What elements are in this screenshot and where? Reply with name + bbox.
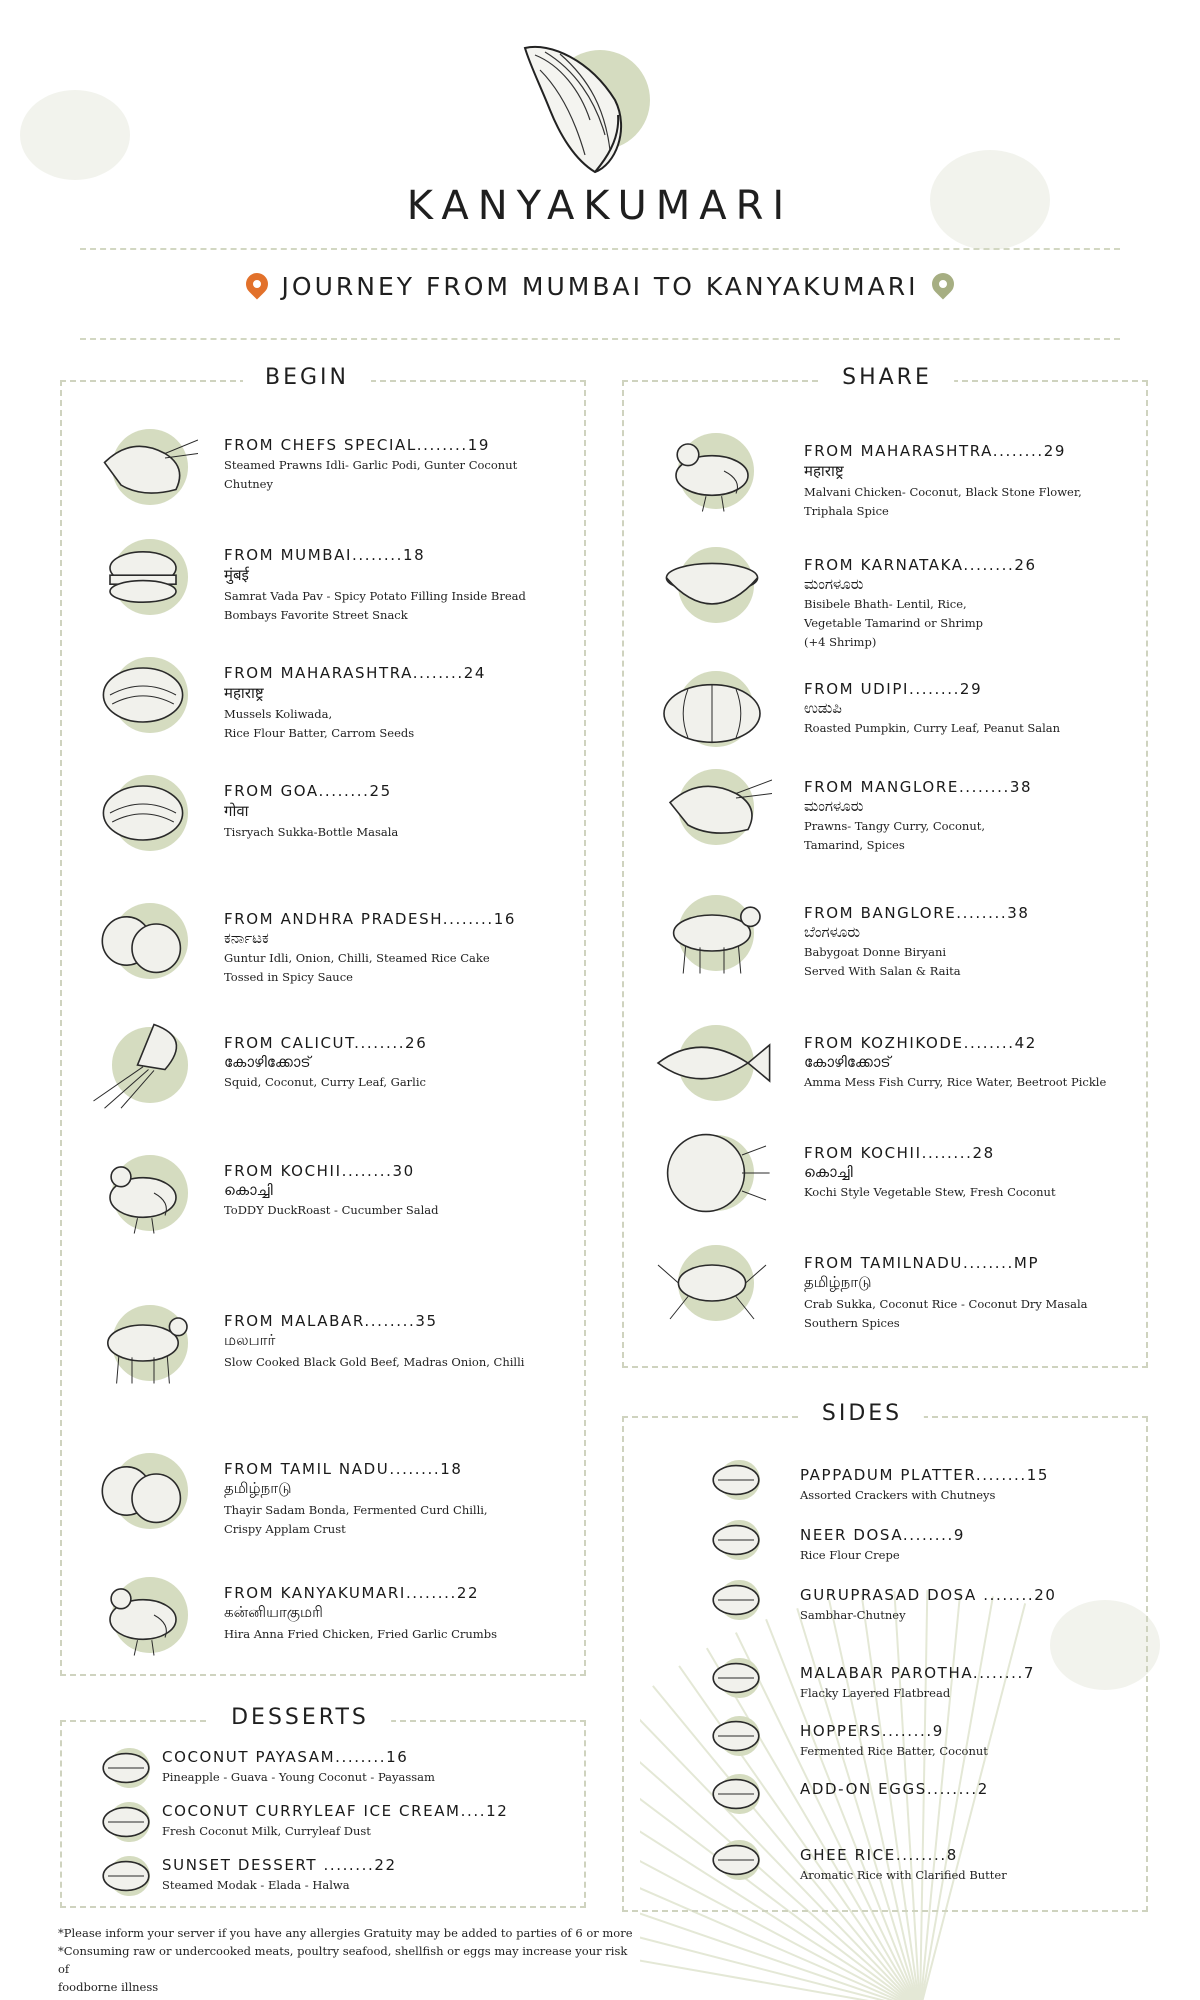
item-native-script: കൊച്ചി [224,1181,273,1199]
item-native-script: தமிழ்நாடு [804,1273,872,1291]
journey-text: JOURNEY FROM MUMBAI TO KANYAKUMARI [281,272,919,301]
section-title-begin: BEGIN [243,365,371,390]
duck-icon [88,1148,198,1238]
item-description: Triphala Spice [804,504,889,518]
curryleaf-icon [96,1798,156,1846]
item-title: FROM ANDHRA PRADESH........16 [224,910,517,928]
item-title: GHEE RICE........8 [800,1846,958,1864]
item-description: Steamed Prawns Idli- Garlic Podi, Gunter Coconut [224,458,518,472]
modak-icon [96,1852,156,1900]
brand-title: KANYAKUMARI [406,183,794,229]
payasam-icon [96,1744,156,1792]
footer-line: *Consuming raw or undercooked meats, poultry seafood, shellfish or eggs may increase your risk of [58,1944,628,1976]
item-description: Pineapple - Guava - Young Coconut - Payassam [162,1770,435,1784]
item-title: SUNSET DESSERT ........22 [162,1856,397,1874]
item-native-script: കൊച്ചി [804,1163,853,1181]
item-title: FROM CHEFS SPECIAL........19 [224,436,491,454]
item-native-script: ಉಡುಪಿ [804,699,842,717]
crab-icon [652,1238,772,1328]
dosa-icon [706,1576,766,1624]
chicken-icon [652,426,772,516]
item-title: HOPPERS........9 [800,1722,944,1740]
item-description: Thayir Sadam Bonda, Fermented Curd Chilli, [224,1503,488,1517]
eggs-icon [706,1770,766,1818]
rice-bowl-icon [652,540,772,630]
item-title: GURUPRASAD DOSA ........20 [800,1586,1057,1604]
item-description: (+4 Shrimp) [804,635,877,649]
goat-icon [652,888,772,978]
item-description: Southern Spices [804,1316,900,1330]
item-native-script: महाराष्ट्र [804,462,844,480]
item-native-script: ಮಂಗಳೂರು [804,575,864,593]
item-description: ToDDY DuckRoast - Cucumber Salad [224,1203,439,1217]
item-description: Prawns- Tangy Curry, Coconut, [804,819,985,833]
squid-icon [88,1020,198,1110]
item-description: Rice Flour Crepe [800,1548,900,1562]
item-title: FROM MAHARASHTRA........29 [804,442,1066,460]
header [0,0,1200,360]
bonda-icon [88,1446,198,1536]
item-description: Samrat Vada Pav - Spicy Potato Filling Inside Bread [224,589,526,603]
prawn-icon [88,422,198,512]
item-description: Roasted Pumpkin, Curry Leaf, Peanut Salan [804,721,1061,735]
item-description: Vegetable Tamarind or Shrimp [804,616,983,630]
fish-icon [652,1018,772,1108]
footer-line: *Please inform your server if you have any allergies Gratuity may be added to parties of 6 or more [58,1926,633,1940]
item-description: Tisryach Sukka-Bottle Masala [224,825,399,839]
map-pin-icon [928,268,959,299]
item-title: FROM MANGLORE........38 [804,778,1033,796]
section-title-desserts: DESSERTS [209,1705,391,1730]
item-native-script: मुंबई [224,566,249,584]
item-description: Kochi Style Vegetable Stew, Fresh Coconut [804,1185,1056,1199]
item-title: FROM TAMIL NADU........18 [224,1460,463,1478]
hen-icon [88,1570,198,1660]
ox-icon [88,1298,198,1388]
item-description: Slow Cooked Black Gold Beef, Madras Onion, Chilli [224,1355,525,1369]
item-native-script: மலபார் [224,1331,276,1349]
item-description: Amma Mess Fish Curry, Rice Water, Beetroot Pickle [804,1075,1107,1089]
section-title-share: SHARE [820,365,954,390]
share-panel [622,365,1148,1368]
item-native-script: गोवा [224,802,249,820]
item-description: Bombays Favorite Street Snack [224,608,408,622]
item-description: Fresh Coconut Milk, Curryleaf Dust [162,1824,371,1838]
pappadum-icon [706,1456,766,1504]
item-description: Hira Anna Fried Chicken, Fried Garlic Crumbs [224,1627,497,1641]
item-title: FROM CALICUT........26 [224,1034,428,1052]
item-title: FROM KANYAKUMARI........22 [224,1584,480,1602]
item-description: Steamed Modak - Elada - Halwa [162,1878,350,1892]
coconut-icon [652,1128,772,1218]
item-title: ADD-ON EGGS........2 [800,1780,989,1798]
item-title: FROM KOZHIKODE........42 [804,1034,1037,1052]
divider [80,338,1120,340]
item-description: Babygoat Donne Biryani [804,945,947,959]
item-description: Crab Sukka, Coconut Rice - Coconut Dry Masala [804,1297,1088,1311]
item-description: Fermented Rice Batter, Coconut [800,1744,988,1758]
idli-icon [88,896,198,986]
item-title: COCONUT CURRYLEAF ICE CREAM....12 [162,1802,509,1820]
journey-tagline [0,272,1200,301]
item-description: Aromatic Rice with Clarified Butter [800,1868,1007,1882]
mussel-icon [88,650,198,740]
shrimp-icon [652,762,772,852]
item-title: PAPPADUM PLATTER........15 [800,1466,1050,1484]
item-description: Rice Flour Batter, Carrom Seeds [224,726,415,740]
item-title: FROM KOCHII........30 [224,1162,415,1180]
pumpkin-icon [652,664,772,754]
item-title: FROM UDIPI........29 [804,680,983,698]
item-native-script: കോഴിക്കോട് [224,1053,311,1071]
vada-pav-icon [88,532,198,622]
item-description: Chutney [224,477,273,491]
footer-line: foodborne illness [58,1980,159,1994]
clam-icon [88,768,198,858]
item-description: Sambhar-Chutney [800,1608,906,1622]
item-description: Tamarind, Spices [804,838,905,852]
item-description: Flacky Layered Flatbread [800,1686,951,1700]
item-title: FROM KOCHII........28 [804,1144,995,1162]
item-title: FROM TAMILNADU........MP [804,1254,1040,1272]
ghee-rice-icon [706,1836,766,1884]
item-title: NEER DOSA........9 [800,1526,966,1544]
item-description: Bisibele Bhath- Lentil, Rice, [804,597,967,611]
section-title-sides: SIDES [800,1401,924,1426]
item-title: FROM GOA........25 [224,782,392,800]
item-native-script: ಬೆಂಗಳೂರು [804,923,861,941]
item-native-script: महाराष्ट्र [224,684,264,702]
item-title: MALABAR PAROTHA........7 [800,1664,1036,1682]
item-native-script: கன்னியாகுமரி [224,1603,323,1621]
item-description: Malvani Chicken- Coconut, Black Stone Flower, [804,485,1082,499]
item-description: Mussels Koliwada, [224,707,333,721]
item-native-script: ಮಂಗಳೂರು [804,797,864,815]
item-title: FROM BANGLORE........38 [804,904,1030,922]
item-title: FROM MAHARASHTRA........24 [224,664,486,682]
footer-notes [58,1924,638,1996]
item-native-script: தமிழ்நாடு [224,1479,292,1497]
neer-dosa-icon [706,1516,766,1564]
item-title: COCONUT PAYASAM........16 [162,1748,409,1766]
item-native-script: കോഴിക്കോട് [804,1053,891,1071]
item-native-script: ಕರ್ನಾಟಕ [224,929,269,947]
item-description: Guntur Idli, Onion, Chilli, Steamed Rice Cake [224,951,490,965]
item-title: FROM KARNATAKA........26 [804,556,1037,574]
conch-shell-logo [520,40,650,180]
item-title: FROM MALABAR........35 [224,1312,438,1330]
item-description: Squid, Coconut, Curry Leaf, Garlic [224,1075,426,1089]
item-description: Served With Salan & Raita [804,964,961,978]
hopper-icon [706,1712,766,1760]
parotha-icon [706,1654,766,1702]
divider [80,248,1120,250]
map-pin-icon [241,268,272,299]
item-title: FROM MUMBAI........18 [224,546,426,564]
item-description: Tossed in Spicy Sauce [224,970,353,984]
item-description: Assorted Crackers with Chutneys [800,1488,996,1502]
item-description: Crispy Applam Crust [224,1522,346,1536]
